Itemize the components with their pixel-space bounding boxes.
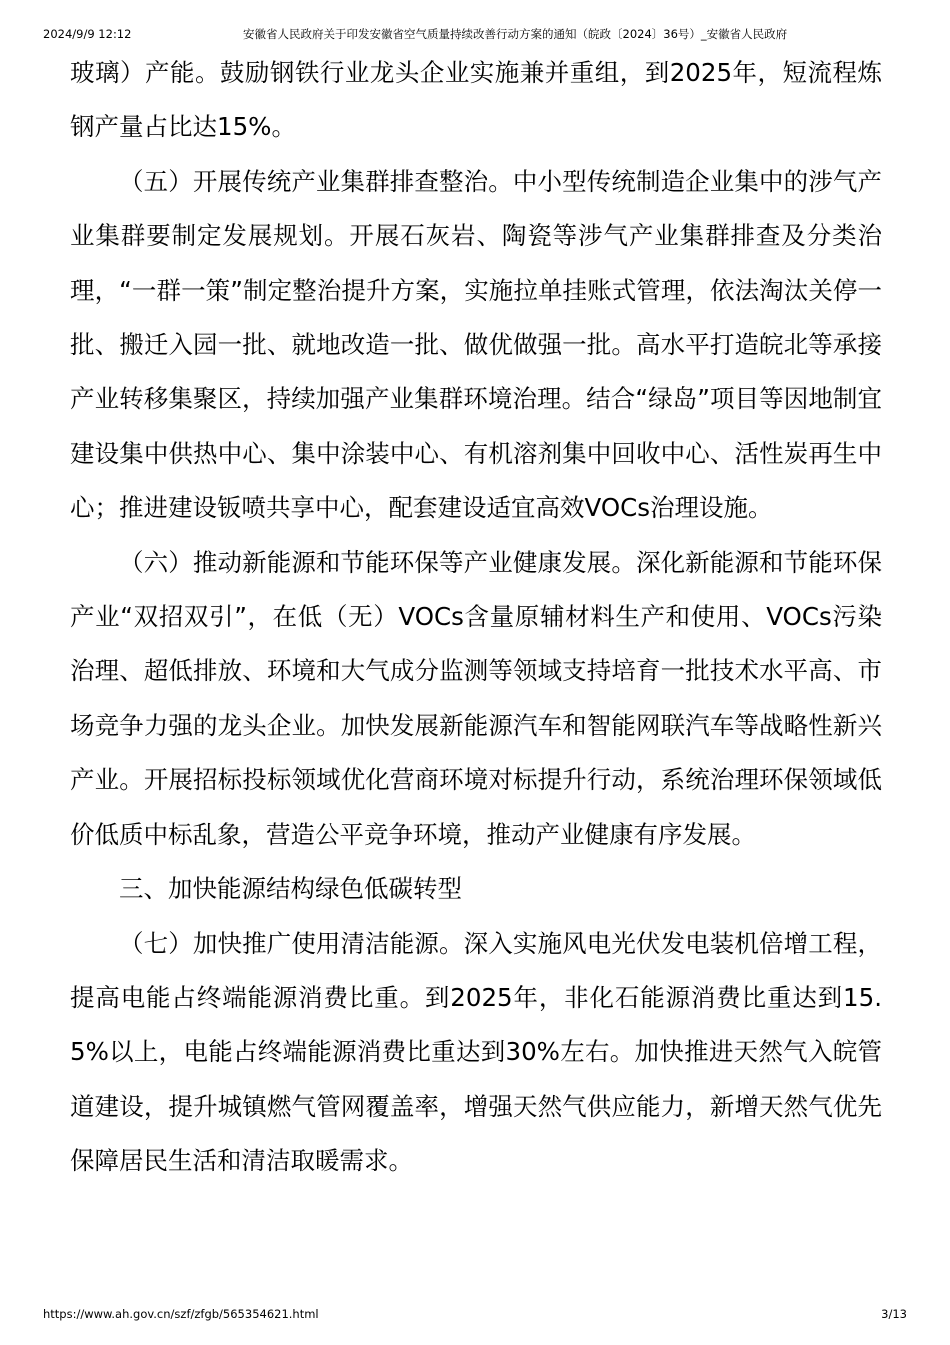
document-title: 安徽省人民政府关于印发安徽省空气质量持续改善行动方案的通知（皖政〔2024〕36号）_安徽省人民政府: [243, 27, 788, 41]
print-header: [43, 25, 907, 43]
page-url-link[interactable]: https://www.ah.gov.cn/szf/zfgb/565354621.html: [43, 1307, 319, 1321]
print-datetime: 2024/9/9 12:12: [43, 27, 132, 41]
paragraph-7: （七）加快推广使用清洁能源。深入实施风电光伏发电装机倍增工程，提高电能占终端能源消费比重。到2025年，非化石能源消费比重达到15.5%以上，电能占终端能源消费比重达到30%左右。加快推进天然气入皖管道建设，提升城镇燃气管网覆盖率，增强天然气供应能力，新增天然气优先保障居民生活和清洁取暖需求。: [70, 928, 882, 1176]
page-number: 3/13: [881, 1307, 907, 1321]
section-heading: [70, 862, 882, 916]
paragraph-6: （六）推动新能源和节能环保等产业健康发展。深化新能源和节能环保产业“双招双引”，在低（无）VOCs含量原辅材料生产和使用、VOCs污染治理、超低排放、环境和大气成分监测等领域支持培育一批技术水平高、市场竞争力强的龙头企业。加快发展新能源汽车和智能网联汽车等战略性新兴产业。开展招标投标领域优化营商环境对标提升行动，系统治理环保领域低价低质中标乱象，营造公平竞争环境，推动产业健康有序发展。: [70, 547, 882, 849]
section-3-heading: 三、加快能源结构绿色低碳转型: [119, 874, 462, 904]
document-body: [70, 46, 882, 1189]
continuation-paragraph: 玻璃）产能。鼓励钢铁行业龙头企业实施兼并重组，到2025年，短流程炼钢产量占比达15%。: [70, 58, 882, 142]
paragraph-5: （五）开展传统产业集群排查整治。中小型传统制造企业集中的涉气产业集群要制定发展规划。开展石灰岩、陶瓷等涉气产业集群排查及分类治理，“一群一策”制定整治提升方案，实施拉单挂账式管理，依法淘汰关停一批、搬迁入园一批、就地改造一批、做优做强一批。高水平打造皖北等承接产业转移集聚区，持续加强产业集群环境治理。结合“绿岛”项目等因地制宜建设集中供热中心、集中涂装中心、有机溶剂集中回收中心、活性炭再生中心；推进建设钣喷共享中心，配套建设适宜高效VOCs治理设施。: [70, 166, 882, 523]
print-footer: [43, 1305, 907, 1323]
